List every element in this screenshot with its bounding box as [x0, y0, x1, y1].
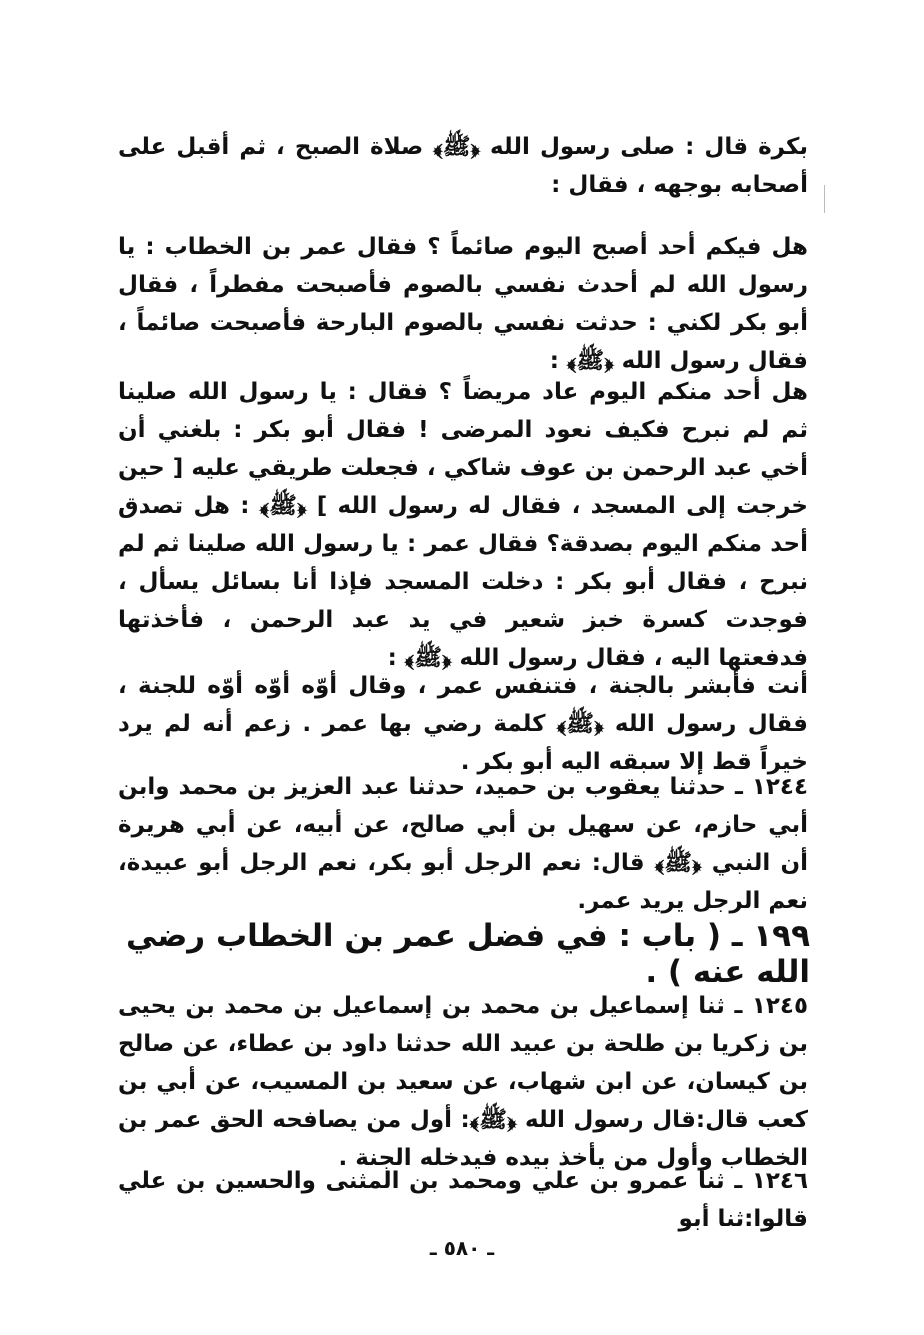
paragraph-3: هل أحد منكم اليوم عاد مريضاً ؟ فقال : يا رسول الله صلينا ثم لم نبرح فكيف نعود المرضى ! فقال أبو بكر : بلغني أن أخي عبد الرحمن بن عوف شاكي ، فجعلت طريقي عليه [ حين خرجت إلى المسجد ، فقال له رسول الله ] ﴿ﷺ﴾ : هل تصدق أحد منكم اليوم بصدقة؟ فقال عمر : يا رسول الله صلينا ثم لم نبرح ، فقال أبو بكر : دخلت المسجد فإذا أنا بسائل يسأل ، فوجدت كسرة خبز شعير في يد عبد الرحمن ، فأخذتها فدفعتها اليه ، فقال رسول الله ﴿ﷺ﴾ : — [118, 379, 808, 671]
margin-rule — [824, 185, 825, 213]
hadith-1246: ١٢٤٦ ـ ثنا عمرو بن علي ومحمد بن المثنى والحسين بن علي قالوا:ثنا أبو — [118, 1168, 808, 1232]
paragraph-2: هل فيكم أحد أصبح اليوم صائماً ؟ فقال عمر بن الخطاب : يا رسول الله لم أحدث نفسي بالصوم فأصبحت مفطراً ، فقال أبو بكر لكني : حدثت نفسي بالصوم البارحة فأصبحت صائماً ، فقال رسول الله ﴿ﷺ﴾ : — [118, 234, 808, 374]
page-number: ـ ٥٨٠ ـ — [429, 1236, 495, 1260]
hadith-1244: ١٢٤٤ ـ حدثنا يعقوب بن حميد، حدثنا عبد العزيز بن محمد وابن أبي حازم، عن سهيل بن أبي صالح، عن أبيه، عن أبي هريرة أن النبي ﴿ﷺ﴾ قال: نعم الرجل أبو بكر، نعم الرجل أبو عبيدة، نعم الرجل يريد عمر. — [118, 774, 808, 914]
hadith-1245: ١٢٤٥ ـ ثنا إسماعيل بن محمد بن إسماعيل بن محمد بن يحيى بن زكريا بن طلحة بن عبيد الله حدثنا داود بن عطاء، عن صالح بن كيسان، عن ابن شهاب، عن سعيد بن المسيب، عن أبي بن كعب قال:قال رسول الله ﴿ﷺ﴾: أول من يصافحه الحق عمر بن الخطاب وأول من يأخذ بيده فيدخله الجنة . — [118, 993, 808, 1171]
paragraph-4: أنت فأبشر بالجنة ، فتنفس عمر ، وقال أوّه أوّه أوّه للجنة ، فقال رسول الله ﴿ﷺ﴾ كلمة رضي بها عمر . زعم أنه لم يرد خيراً قط إلا سبقه اليه أبو بكر . — [118, 673, 808, 775]
chapter-heading: ١٩٩ ـ ( باب : في فضل عمر بن الخطاب رضي الله عنه ) . — [125, 918, 810, 990]
paragraph-1: بكرة قال : صلى رسول الله ﴿ﷺ﴾ صلاة الصبح ، ثم أقبل على أصحابه بوجهه ، فقال : — [118, 134, 808, 198]
